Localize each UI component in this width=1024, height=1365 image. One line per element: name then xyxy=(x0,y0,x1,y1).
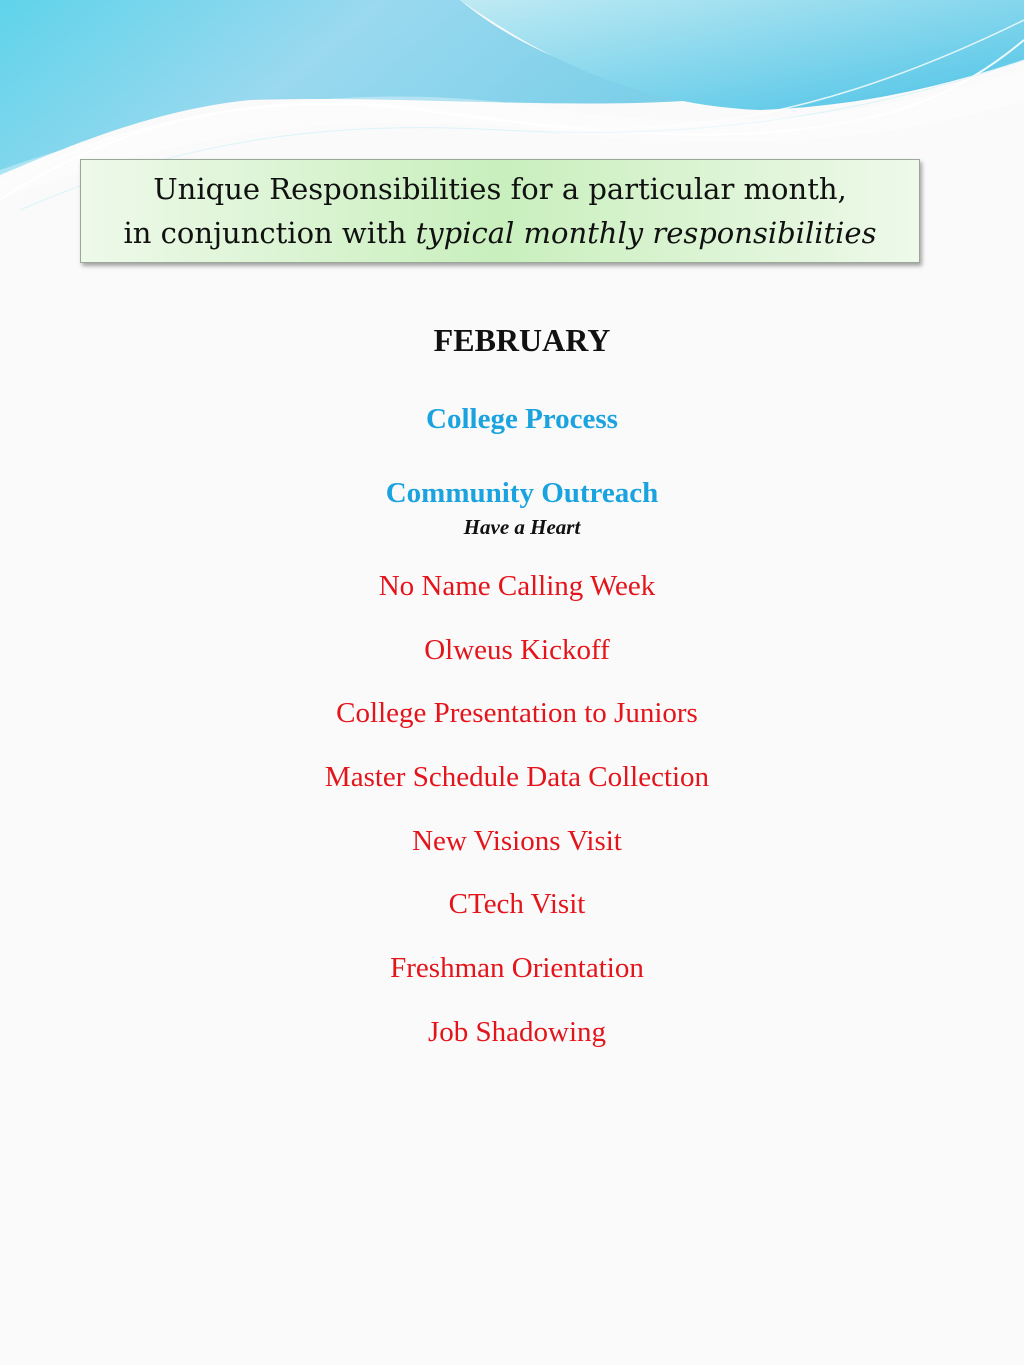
list-item: Olweus Kickoff xyxy=(424,633,610,666)
title-box xyxy=(80,159,920,263)
list-item: New Visions Visit xyxy=(412,824,622,857)
responsibility-list xyxy=(0,566,1024,1076)
list-item: Master Schedule Data Collection xyxy=(324,761,710,794)
month-heading: FEBRUARY xyxy=(433,322,611,358)
list-item: Job Shadowing xyxy=(427,1015,607,1048)
title-line-2-italic: typical monthly responsibilities xyxy=(415,216,877,250)
title-line-2 xyxy=(81,211,919,255)
community-outreach-note: Have a Heart xyxy=(463,515,581,539)
title-line-1: Unique Responsibilities for a particular month, xyxy=(153,172,847,206)
list-item: No Name Calling Week xyxy=(378,570,656,602)
college-process-heading: College Process xyxy=(426,403,618,435)
community-outreach-heading: Community Outreach xyxy=(385,477,659,509)
title-line-2-plain: in conjunction with xyxy=(123,216,407,250)
list-item: Freshman Orientation xyxy=(390,952,644,985)
list-item: CTech Visit xyxy=(448,888,586,921)
list-item: College Presentation to Juniors xyxy=(336,697,698,730)
